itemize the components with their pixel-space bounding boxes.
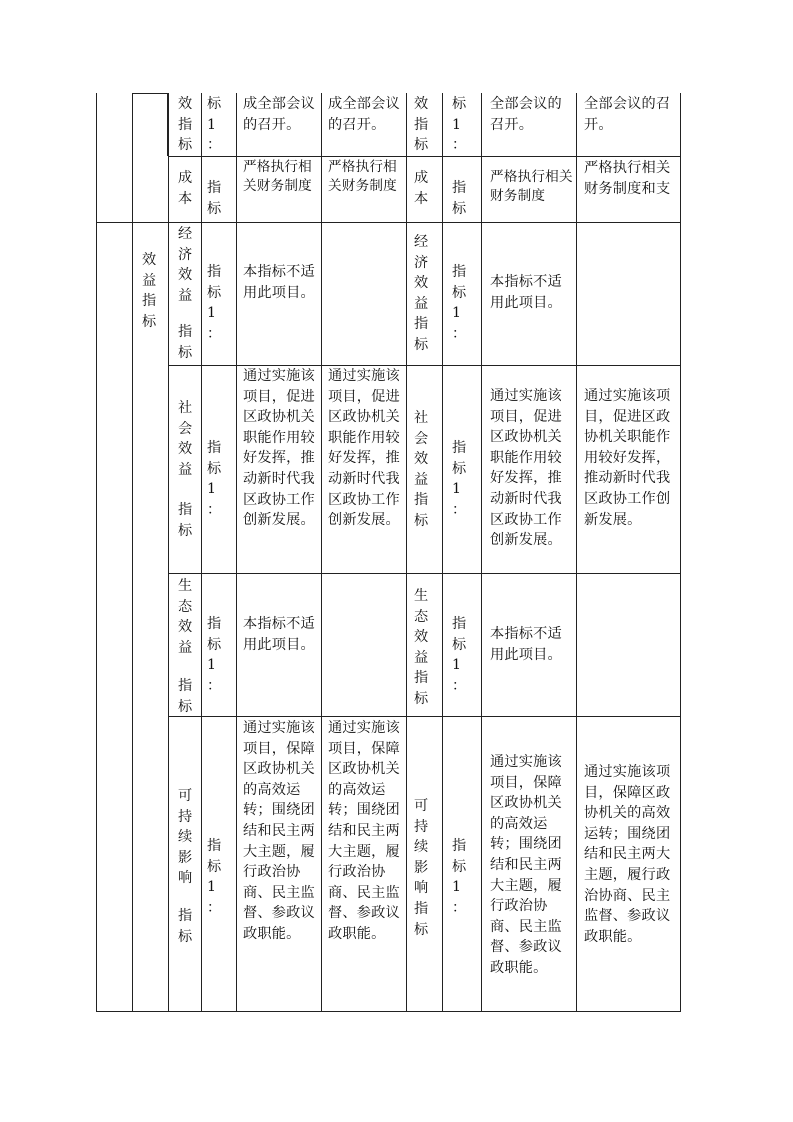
column-divider xyxy=(236,93,237,1011)
row1-target-value: 成全部会议的召开。 xyxy=(243,96,315,133)
row2-target-value: 严格执行相关财务制度 xyxy=(243,159,312,194)
row-divider xyxy=(168,156,681,157)
row6-category-suffix: 指 标 xyxy=(178,908,193,945)
row6-category-cell-2: 可 持 续 影 响 指 标 xyxy=(414,798,429,938)
row5-actual-value: 本指标不适用此项目。 xyxy=(490,626,562,663)
column-divider xyxy=(168,93,169,1011)
row5-target-value: 本指标不适用此项目。 xyxy=(243,616,315,653)
row6-indicator-label: 指 标 1 ： xyxy=(207,838,222,916)
column-divider xyxy=(201,93,202,1011)
row6-indicator-label-2: 指 标 1 ： xyxy=(452,838,467,916)
row2-adjusted-target: 严格执行相关财务制度 xyxy=(328,159,397,194)
row2-remark: 严格执行相关财务制度和支 xyxy=(584,160,671,197)
row6-category-cell: 可 持 续 影 响 xyxy=(178,788,193,887)
column-divider xyxy=(442,93,443,1011)
row6-target-value: 通过实施该项目，保障区政协机关的高效运转；围绕团结和民主两大主题，履行政治协商、民主监督、参政议政职能。 xyxy=(243,720,315,942)
table-border-left xyxy=(96,93,97,1011)
row4-remark: 通过实施该项目，促进区政协机关职能作用较好发挥，推动新时代我区政协工作创新发展。 xyxy=(584,388,671,528)
row3-actual-value: 本指标不适用此项目。 xyxy=(490,274,562,311)
row5-category-cell: 生 态 效 益 xyxy=(178,578,193,656)
row2-indicator-label-2: 指 标 xyxy=(452,180,467,217)
row5-category-suffix: 指 标 xyxy=(178,678,193,715)
row6-actual-value: 通过实施该项目，保障区政协机关的高效运转；围绕团结和民主两大主题，履行政治协商、民主监督、参政议政职能。 xyxy=(490,754,562,976)
row-divider xyxy=(132,93,168,94)
column-divider-thick xyxy=(167,93,169,156)
row4-actual-value: 通过实施该项目，促进区政协机关职能作用较好发挥，推动新时代我区政协工作创新发展。 xyxy=(490,388,562,549)
row4-indicator-label-2: 指 标 1 ： xyxy=(452,440,467,518)
row2-actual-value: 严格执行相关财务制度 xyxy=(490,169,573,204)
benefit-indicator-group-label: 效 益 指 标 xyxy=(142,252,157,330)
row1-indicator-label-2: 标 1 ： xyxy=(452,96,467,154)
row5-indicator-label: 指 标 1 ： xyxy=(207,616,222,694)
row1-category-cell-2: 效 指 标 xyxy=(414,96,429,154)
row2-category-cell: 成 本 xyxy=(178,170,193,207)
row5-indicator-label-2: 指 标 1 ： xyxy=(452,616,467,694)
row3-target-value: 本指标不适用此项目。 xyxy=(243,264,315,301)
row4-indicator-label: 指 标 1 ： xyxy=(207,440,222,518)
column-divider xyxy=(406,93,407,1011)
row1-remark: 全部会议的召开。 xyxy=(584,96,671,133)
table-border-bottom xyxy=(96,1011,681,1012)
row4-target-value: 通过实施该项目，促进区政协机关职能作用较好发挥，推动新时代我区政协工作创新发展。 xyxy=(243,368,315,529)
column-divider xyxy=(321,93,322,1011)
row-divider xyxy=(96,222,681,223)
row1-indicator-label: 标 1 ： xyxy=(207,96,222,154)
row1-adjusted-target: 成全部会议的召开。 xyxy=(328,96,400,133)
row3-indicator-label: 指 标 1 ： xyxy=(207,264,222,342)
row1-category-cell: 效 指 标 xyxy=(178,96,193,154)
row3-category-suffix: 指 标 xyxy=(178,324,193,361)
column-divider xyxy=(132,93,133,1011)
row3-category-cell-2: 经 济 效 益 指 标 xyxy=(414,234,429,353)
row-divider xyxy=(168,716,681,717)
row3-category-cell: 经 济 效 益 xyxy=(178,226,193,304)
row6-remark: 通过实施该项目，保障区政协机关的高效运转；围绕团结和民主两大主题，履行政治协商、民主监督、参政议政职能。 xyxy=(584,764,671,945)
row-divider xyxy=(168,573,681,574)
row4-category-cell: 社 会 效 益 xyxy=(178,400,193,478)
row6-adjusted-target: 通过实施该项目，保障区政协机关的高效运转；围绕团结和民主两大主题，履行政治协商、民主监督、参政议政职能。 xyxy=(328,720,400,942)
row5-category-cell-2: 生 态 效 益 指 标 xyxy=(414,588,429,707)
column-divider xyxy=(481,93,482,1011)
row1-actual-value: 全部会议的召开。 xyxy=(490,96,562,133)
row3-indicator-label-2: 指 标 1 ： xyxy=(452,264,467,342)
row2-indicator-label: 指 标 xyxy=(207,180,222,217)
column-divider xyxy=(576,93,577,1011)
row4-category-suffix: 指 标 xyxy=(178,502,193,539)
row4-adjusted-target: 通过实施该项目，促进区政协机关职能作用较好发挥，推动新时代我区政协工作创新发展。 xyxy=(328,368,400,529)
table-border-right xyxy=(680,93,681,1011)
row4-category-cell-2: 社 会 效 益 指 标 xyxy=(414,410,429,529)
row2-category-cell-2: 成 本 xyxy=(414,170,429,207)
